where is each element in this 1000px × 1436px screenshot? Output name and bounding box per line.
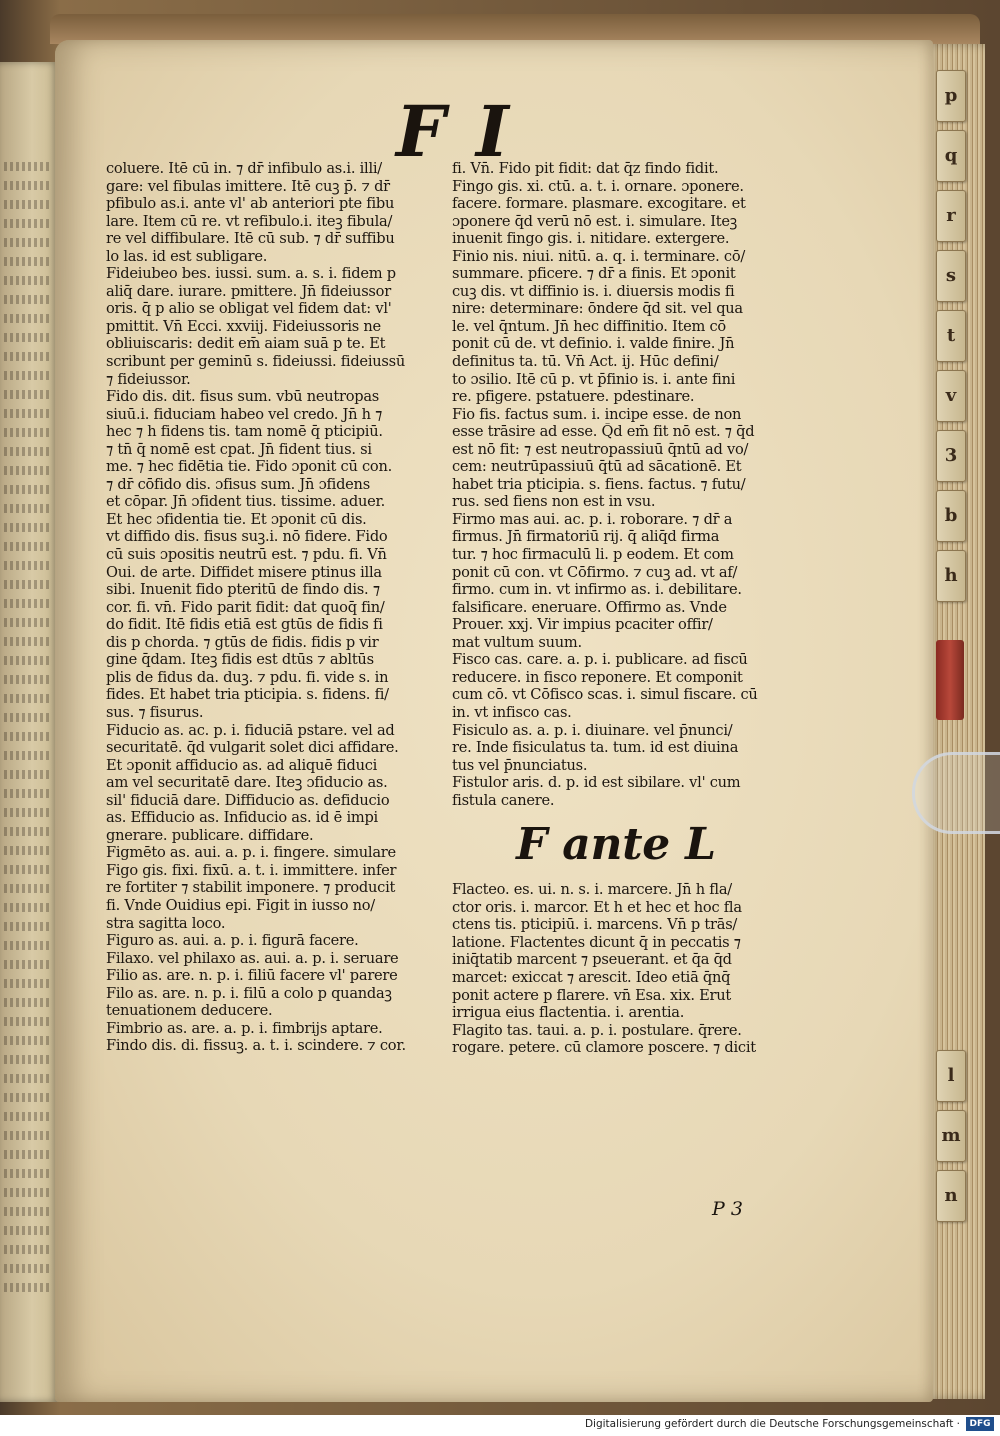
section-heading: F ante L	[516, 819, 716, 871]
text-line: firmus. Jn̄ firmatoriū rij. q̄ aliq̄d firma	[452, 528, 720, 546]
text-line: tur. ⁊ hoc firmaculū li. p eodem. Et com	[452, 546, 734, 564]
text-line: gine q̄dam. Iteꝫ fidis est dtūs ⁊ abltūs	[106, 651, 374, 669]
text-line: to ɔsilio. Itē cū p. vt p̄finio is. i. ante fini	[452, 370, 736, 388]
page-clip	[912, 752, 1000, 834]
bleed-through-line	[4, 637, 52, 646]
text-line: Flacteo. es. ui. n. s. i. marcere. Jn̄ h̄ fla/	[452, 881, 732, 899]
bleed-through-line	[4, 1112, 52, 1121]
bleed-through-line	[4, 371, 52, 380]
text-line: hec ⁊ h̄ fidens tis. tam nomē q̄ pticipiū.	[106, 423, 383, 441]
bleed-through-line	[4, 618, 52, 627]
bleed-through-line	[4, 1188, 52, 1197]
text-line: Fideiubeo bes. iussi. sum. a. s. i. fidem p	[106, 265, 396, 283]
text-line: iniq̄tatib marcent ⁊ pseuerant. et q̄a q̄d	[452, 951, 732, 969]
bleed-through-line	[4, 1150, 52, 1159]
bleed-through-line	[4, 238, 52, 247]
bleed-through-line	[4, 1036, 52, 1045]
text-line: inuenit fingo gis. i. nitidare. extergere.	[452, 230, 730, 248]
thumb-tab: p	[936, 70, 966, 122]
facing-page-edge	[0, 62, 58, 1402]
bleed-through-line	[4, 1283, 52, 1292]
text-line: ponit cū de. vt definio. i. valde finire. Jn̄	[452, 335, 735, 353]
bleed-through-line	[4, 1226, 52, 1235]
text-line: fi. Vnde Ouidius epi. Figit in iusso no/	[106, 896, 375, 914]
thumb-tab: 3	[936, 430, 966, 482]
text-line: Figuro as. aui. a. p. i. figurā facere.	[106, 932, 359, 950]
bleed-through-line	[4, 789, 52, 798]
bleed-through-line	[4, 466, 52, 475]
text-line: coluere. Itē cū in. ⁊ dr̄ infibulo as.i. illi/	[106, 160, 382, 177]
bleed-through-line	[4, 314, 52, 323]
footer-bar	[0, 1415, 1000, 1436]
bleed-through-line	[4, 447, 52, 456]
text-line: fides. Et habet tria pticipia. s. fidens. fi/	[106, 686, 389, 704]
thumb-tab: l	[936, 1050, 966, 1102]
bleed-through-line	[4, 162, 52, 171]
text-column-left	[106, 160, 434, 1055]
bleed-through-line	[4, 219, 52, 228]
bleed-through-line	[4, 523, 52, 532]
bleed-through-line	[4, 1131, 52, 1140]
text-line: cum cō. vt Cōfisco scas. i. simul fiscare. cū	[452, 686, 758, 704]
bleed-through-line	[4, 485, 52, 494]
text-line: sil' fiduciā dare. Diffiducio as. defiducio	[106, 791, 390, 809]
text-line: do fidit. Itē fidis etiā est gtūs de fidis fi	[106, 616, 383, 634]
text-line: marcet: exiccat ⁊ arescit. Ideo etiā q̄nq̄	[452, 968, 731, 986]
text-line: ⁊ dr̄ cōfido dis. ɔfisus sum. Jn̄ ɔfidens	[106, 475, 370, 493]
text-line: aliq̄ dare. iurare. pmittere. Jn̄ fideiussor	[106, 282, 391, 300]
text-line: Figmēto as. aui. a. p. i. fingere. simulare	[106, 844, 396, 862]
text-line: sibi. Inuenit fido pteritū de findo dis. ⁊	[106, 581, 380, 599]
bleed-through-line	[4, 903, 52, 912]
text-line: stra sagitta loco.	[106, 914, 226, 932]
text-line: Prouer. xxj. Vir impius pcaciter offir/	[452, 616, 713, 634]
text-line: pmittit. Vn̄ Ecci. xxviij. Fideiussoris ne	[106, 317, 381, 335]
text-line: Fiducio as. ac. p. i. fiduciā pstare. vel ad	[106, 721, 395, 739]
text-line: re vel diffibulare. Itē cū sub. ⁊ dr̄ suffibu	[106, 230, 395, 248]
text-line: summare. pficere. ⁊ dr̄ a finis. Et ɔponit	[452, 265, 736, 283]
text-line: nire: determinare: ōndere q̄d sit. vel qua	[452, 300, 743, 318]
bleed-through-line	[4, 675, 52, 684]
bleed-through-line	[4, 808, 52, 817]
bleed-through-line	[4, 770, 52, 779]
bleed-through-line	[4, 846, 52, 855]
text-line: vt diffido dis. fisus suꝫ.i. nō fidere. Fido	[106, 528, 388, 546]
thumb-tab: v	[936, 370, 966, 422]
red-marker-tab	[936, 640, 964, 720]
text-line: Fido dis. dit. fisus sum. vbū neutropas	[106, 388, 380, 406]
text-line: cū suis ɔpositis neutrū est. ⁊ pdu. fi. Vn̄	[106, 546, 387, 564]
text-line: pfibulo as.i. ante vl' ab anteriori pte fibu	[106, 195, 395, 213]
signature-mark: P 3	[712, 1198, 743, 1220]
text-column-right-bottom	[452, 881, 780, 1056]
text-line: latione. Flactentes dicunt q̄ in peccatis ⁊	[452, 933, 741, 951]
thumb-tab: h	[936, 550, 966, 602]
text-line: sus. ⁊ fisurus.	[106, 703, 204, 721]
text-line: Filaxo. vel philaxo as. aui. a. p. i. seruare	[106, 949, 399, 967]
bleed-through-line	[4, 979, 52, 988]
text-line: facere. formare. plasmare. excogitare. et	[452, 195, 746, 213]
text-line: le. vel q̄ntum. Jn̄ hec diffinitio. Item cō	[452, 317, 726, 335]
bleed-through-line	[4, 276, 52, 285]
text-line: ponit cū con. vt Cōfirmo. ⁊ cuꝫ ad. vt af/	[452, 563, 738, 581]
bleed-through-line	[4, 941, 52, 950]
text-line: esse trāsire ad esse. Q̄d em̄ fit nō est. ⁊ q̄d	[452, 423, 755, 441]
text-line: plis de fidus da. duꝫ. ⁊ pdu. fi. vide s. in	[106, 668, 389, 686]
bleed-through-line	[4, 732, 52, 741]
text-line: gare: vel fibulas imittere. Itē cuꝫ p̄. ⁊ dr̄	[106, 177, 390, 195]
text-line: ⁊ fideiussor.	[106, 370, 191, 388]
bleed-through-line	[4, 200, 52, 209]
thumb-tab: t	[936, 310, 966, 362]
bleed-through-line	[4, 827, 52, 836]
bleed-through-line	[4, 428, 52, 437]
thumb-tab: m	[936, 1110, 966, 1162]
bleed-through-line	[4, 333, 52, 342]
text-line: Findo dis. di. fissuꝫ. a. t. i. scindere. ⁊ cor.	[106, 1037, 406, 1055]
text-line: obliuiscaris: dedit em̄ aiam suā p te. Et	[106, 335, 386, 353]
text-line: reducere. in fisco reponere. Et componit	[452, 668, 743, 686]
text-line: Fisco cas. care. a. p. i. publicare. ad fiscū	[452, 651, 748, 669]
text-line: Filo as. are. n. p. i. filū a colo p quandaꝫ	[106, 984, 392, 1002]
text-line: Flagito tas. taui. a. p. i. postulare. q̄rere.	[452, 1021, 742, 1039]
text-line: cuꝫ dis. vt diffinio is. i. diuersis modis fi	[452, 282, 735, 300]
text-line: siuū.i. fiduciam habeo vel credo. Jn̄ h̄ ⁊	[106, 405, 383, 423]
text-line: dis p chorda. ⁊ gtūs de fidis. fidis p vir	[106, 633, 379, 651]
bleed-through-line	[4, 561, 52, 570]
thumb-tab: r	[936, 190, 966, 242]
text-line: irrigua eius flactentia. i. arentia.	[452, 1004, 685, 1022]
text-line: fi. Vn̄. Fido pit fidit: dat q̄z findo fidit.	[452, 160, 719, 177]
bleed-through-line	[4, 1017, 52, 1026]
text-line: ⁊ tn̄ q̄ nomē est cpat. Jn̄ fident tius. si	[106, 440, 372, 458]
bleed-through-line	[4, 295, 52, 304]
bleed-through-line	[4, 751, 52, 760]
text-line: Fisiculo as. a. p. i. diuinare. vel p̄nunci/	[452, 721, 733, 739]
text-line: ctor oris. i. marcor. Et h̄ et hec et hoc fla	[452, 898, 742, 916]
bleed-through-line	[4, 1207, 52, 1216]
text-line: falsificare. eneruare. Offirmo as. Vnde	[452, 598, 727, 616]
bleed-through-line	[4, 1169, 52, 1178]
text-line: rus. sed fiens non est in vsu.	[452, 493, 656, 511]
thumb-tab: n	[936, 1170, 966, 1222]
text-line: Et hec ɔfidentia tie. Et ɔponit cū dis.	[106, 510, 367, 528]
dfg-logo: DFG	[966, 1417, 994, 1431]
text-line: Oui. de arte. Diffidet misere ptinus illa	[106, 563, 382, 581]
text-line: est nō fit: ⁊ est neutropassiuū q̄ntū ad vo/	[452, 440, 749, 458]
text-line: et cōpar. Jn̄ ɔfident tius. tissime. aduer.	[106, 493, 386, 511]
text-column-right	[452, 160, 780, 1057]
text-line: am vel securitatē dare. Iteꝫ ɔfiducio as.	[106, 774, 388, 792]
bleed-through-line	[4, 998, 52, 1007]
bleed-through-line	[4, 656, 52, 665]
text-line: cem: neutrūpassiuū q̄tū ad sācationē. Et	[452, 458, 742, 476]
bleed-through-line	[4, 1074, 52, 1083]
running-head-left: F	[396, 90, 446, 173]
text-line: Finio nis. niui. nitū. a. q. i. terminare. cō/	[452, 247, 746, 265]
bleed-through-line	[4, 257, 52, 266]
text-line: re. Inde fisiculatus ta. tum. id est diuina	[452, 739, 739, 757]
bleed-through-line	[4, 599, 52, 608]
text-line: me. ⁊ hec fidētia tie. Fido ɔponit cū con.	[106, 458, 392, 476]
text-line: as. Effiducio as. Infiducio as. id ē impi	[106, 809, 378, 827]
text-line: fistula canere.	[452, 791, 555, 809]
text-line: cor. fi. vn̄. Fido parit fidit: dat quoq̄ fin/	[106, 598, 385, 616]
text-line: Firmo mas aui. ac. p. i. roborare. ⁊ dr̄ a	[452, 510, 733, 528]
text-line: ponit actere p flarere. vn̄ Esa. xix. Erut	[452, 986, 732, 1004]
bleed-through-line	[4, 504, 52, 513]
text-line: mat vultum suum.	[452, 633, 582, 651]
text-line: Fimbrio as. are. a. p. i. fimbrijs aptare.	[106, 1019, 383, 1037]
bleed-through-line	[4, 1093, 52, 1102]
text-line: ctens tis. pticipiū. i. marcens. Vn̄ p trās/	[452, 916, 738, 934]
text-line: Fio fis. factus sum. i. incipe esse. de non	[452, 405, 742, 423]
bleed-through-line	[4, 390, 52, 399]
thumb-tab: b	[936, 490, 966, 542]
bleed-through-line	[4, 181, 52, 190]
text-line: tus vel p̄nunciatus.	[452, 756, 588, 774]
bleed-through-line	[4, 694, 52, 703]
thumb-tab: q	[936, 130, 966, 182]
bleed-through-line	[4, 1055, 52, 1064]
text-line: lo las. id est subligare.	[106, 247, 268, 265]
text-line: Fistulor aris. d. p. id est sibilare. vl' cum	[452, 774, 741, 792]
text-column-right-top	[452, 160, 780, 809]
bleed-through-line	[4, 713, 52, 722]
bleed-through-line	[4, 1264, 52, 1273]
text-line: rogare. petere. cū clamore poscere. ⁊ dicit	[452, 1039, 756, 1057]
text-line: re. pfigere. pstatuere. pdestinare.	[452, 388, 695, 406]
text-line: oris. q̄ p alio se obligat vel fidem dat: vl'	[106, 300, 392, 318]
text-line: Et ɔponit affiducio as. ad aliquē fiduci	[106, 756, 378, 774]
bleed-through-line	[4, 922, 52, 931]
text-line: definitus ta. tū. Vn̄ Act. ij. Hūc defini/	[452, 353, 719, 371]
bleed-through-line	[4, 960, 52, 969]
running-head-right: I	[476, 90, 509, 173]
text-line: in. vt infisco cas.	[452, 703, 572, 721]
text-line: re fortiter ⁊ stabilit imponere. ⁊ producit	[106, 879, 396, 897]
bleed-through-line	[4, 580, 52, 589]
bleed-through-line	[4, 865, 52, 874]
bleed-through-line	[4, 409, 52, 418]
bleed-through-line	[4, 542, 52, 551]
text-line: securitatē. q̄d vulgarit solet dici affidare.	[106, 739, 399, 757]
text-line: Filio as. are. n. p. i. filiū facere vl' parere	[106, 967, 398, 985]
text-line: ɔponere q̄d verū nō est. i. simulare. Iteꝫ	[452, 212, 737, 230]
text-line: Figo gis. fixi. fixū. a. t. i. immittere. infer	[106, 861, 397, 879]
thumb-tab: s	[936, 250, 966, 302]
text-line: gnerare. publicare. diffidare.	[106, 826, 314, 844]
text-line: scribunt per geminū s. fideiussi. fideiussū	[106, 353, 406, 371]
text-line: habet tria pticipia. s. fiens. factus. ⁊ futu/	[452, 475, 746, 493]
bleed-through-line	[4, 1245, 52, 1254]
text-line: firmo. cum in. vt infirmo as. i. debilitare.	[452, 581, 742, 599]
text-line: Fingo gis. xi. ctū. a. t. i. ornare. ɔponere.	[452, 177, 744, 195]
bleed-through-line	[4, 352, 52, 361]
footer-credit: Digitalisierung gefördert durch die Deutsche Forschungsgemeinschaft ·	[584, 1418, 960, 1430]
text-line: tenuationem deducere.	[106, 1002, 273, 1020]
bleed-through-line	[4, 884, 52, 893]
text-line: lare. Item cū re. vt refibulo.i. iteꝫ fibula/	[106, 212, 393, 230]
